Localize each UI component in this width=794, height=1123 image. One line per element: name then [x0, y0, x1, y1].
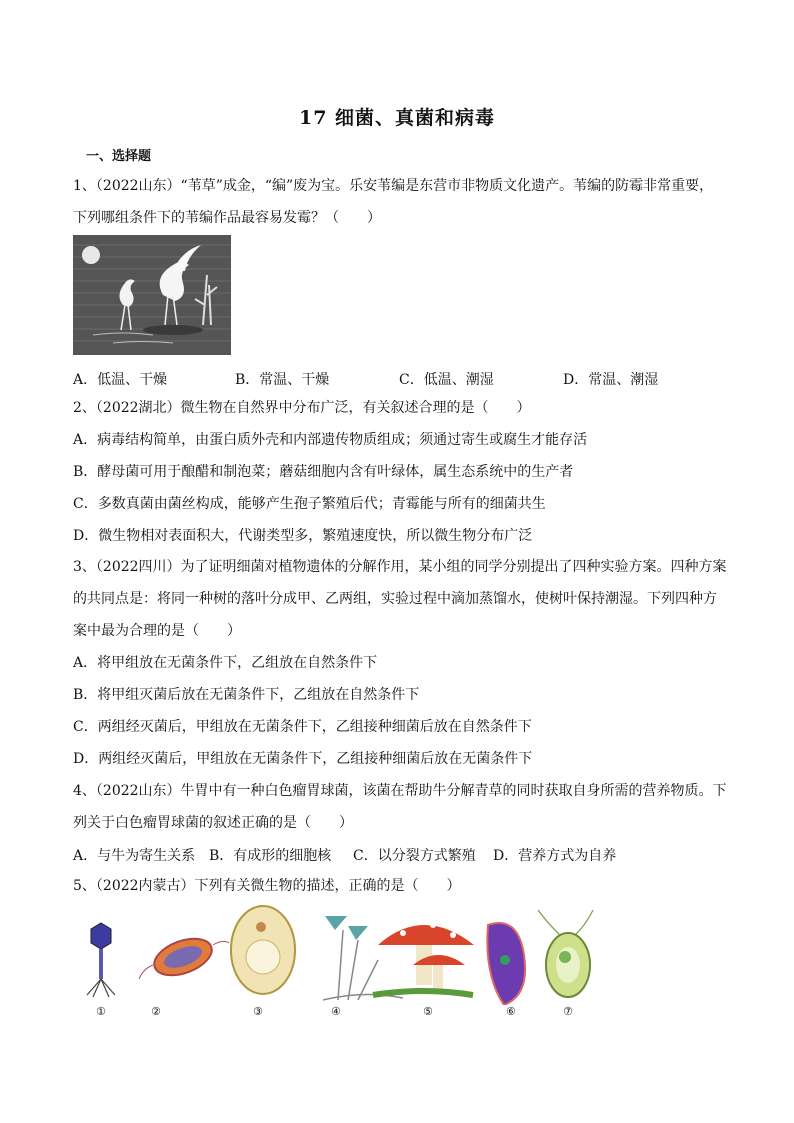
q2-option-c[interactable]: C．多数真菌由菌丝构成，能够产生孢子繁殖后代；青霉能与所有的细菌共生: [73, 496, 546, 512]
bacteriophage-figure: [87, 923, 115, 997]
green-alga-figure: [538, 910, 593, 997]
q3-stem-line3: 案中最为合理的是（ ）: [73, 623, 241, 639]
q4-stem-line1: 4、（2022山东）牛胃中有一种白色瘤胃球菌，该菌在帮助牛分解青草的同时获取自身所需的营养物质。下: [73, 783, 727, 799]
section-heading: 一、选择题: [86, 149, 152, 164]
q4-stem-line2: 列关于白色瘤胃球菌的叙述正确的是（ ）: [73, 815, 353, 831]
q3-option-a[interactable]: A．将甲组放在无菌条件下，乙组放在自然条件下: [73, 655, 378, 671]
crane-weaving-image: [73, 235, 231, 355]
protozoan-figure: [487, 923, 525, 1005]
figure-label-6: ⑥: [506, 1005, 516, 1018]
q1-stem-line1: 1、（2022山东）“苇草”成金，“编”废为宝。乐安苇编是东营市非物质文化遗产。苇编的防霉非常重要，: [73, 178, 714, 194]
q3-option-c[interactable]: C．两组经灭菌后，甲组放在无菌条件下，乙组接种细菌后放在自然条件下: [73, 719, 532, 735]
q3-stem-line2: 的共同点是：将同一种树的落叶分成甲、乙两组，实验过程中滴加蒸馏水，使树叶保持潮湿。下列四种方: [73, 591, 717, 607]
q2-stem: 2、（2022湖北）微生物在自然界中分布广泛，有关叙述合理的是（ ）: [73, 400, 531, 416]
q1-option-c[interactable]: C．低温、潮湿: [399, 372, 494, 388]
yeast-figure: [231, 906, 295, 994]
q1-option-b[interactable]: B．常温、干燥: [235, 372, 330, 388]
figure-label-3: ③: [253, 1005, 263, 1018]
crane-weaving-illustration: [73, 235, 231, 355]
mold-figure: [323, 916, 403, 1000]
mushroom-figure: [373, 922, 474, 995]
bacterium-figure: [139, 932, 229, 983]
figure-label-4: ④: [331, 1005, 341, 1018]
q1-option-a[interactable]: A．低温、干燥: [73, 372, 168, 388]
q4-option-b[interactable]: B．有成形的细胞核: [209, 848, 332, 864]
q3-stem-line1: 3、（2022四川）为了证明细菌对植物遗体的分解作用，某小组的同学分别提出了四种实验方案。四种方案: [73, 559, 727, 575]
q2-option-a[interactable]: A．病毒结构简单，由蛋白质外壳和内部遗传物质组成；须通过寄生或腐生才能存活: [73, 432, 588, 448]
q2-option-d[interactable]: D．微生物相对表面积大，代谢类型多，繁殖速度快，所以微生物分布广泛: [73, 528, 533, 544]
figure-label-2: ②: [151, 1005, 161, 1018]
q3-option-b[interactable]: B．将甲组灭菌后放在无菌条件下，乙组放在自然条件下: [73, 687, 420, 703]
q5-stem: 5、（2022内蒙古）下列有关微生物的描述，正确的是（ ）: [73, 878, 461, 894]
microbe-figures: [73, 905, 633, 1025]
q4-option-d[interactable]: D．营养方式为自养: [493, 848, 617, 864]
page-title: 17 细菌、真菌和病毒: [298, 107, 496, 129]
figure-label-7: ⑦: [563, 1005, 573, 1018]
q3-option-d[interactable]: D．两组经灭菌后，甲组放在无菌条件下，乙组接种细菌后放在无菌条件下: [73, 751, 533, 767]
q4-option-c[interactable]: C．以分裂方式繁殖: [353, 848, 476, 864]
microbe-illustrations: [73, 905, 633, 1005]
figure-label-1: ①: [96, 1005, 106, 1018]
q1-stem-line2: 下列哪组条件下的苇编作品最容易发霉？（ ）: [73, 210, 381, 226]
figure-label-5: ⑤: [423, 1005, 433, 1018]
q2-option-b[interactable]: B．酵母菌可用于酿醋和制泡菜；蘑菇细胞内含有叶绿体，属生态系统中的生产者: [73, 464, 574, 480]
q4-option-a[interactable]: A．与牛为寄生关系: [73, 848, 196, 864]
q1-option-d[interactable]: D．常温、潮湿: [563, 372, 659, 388]
